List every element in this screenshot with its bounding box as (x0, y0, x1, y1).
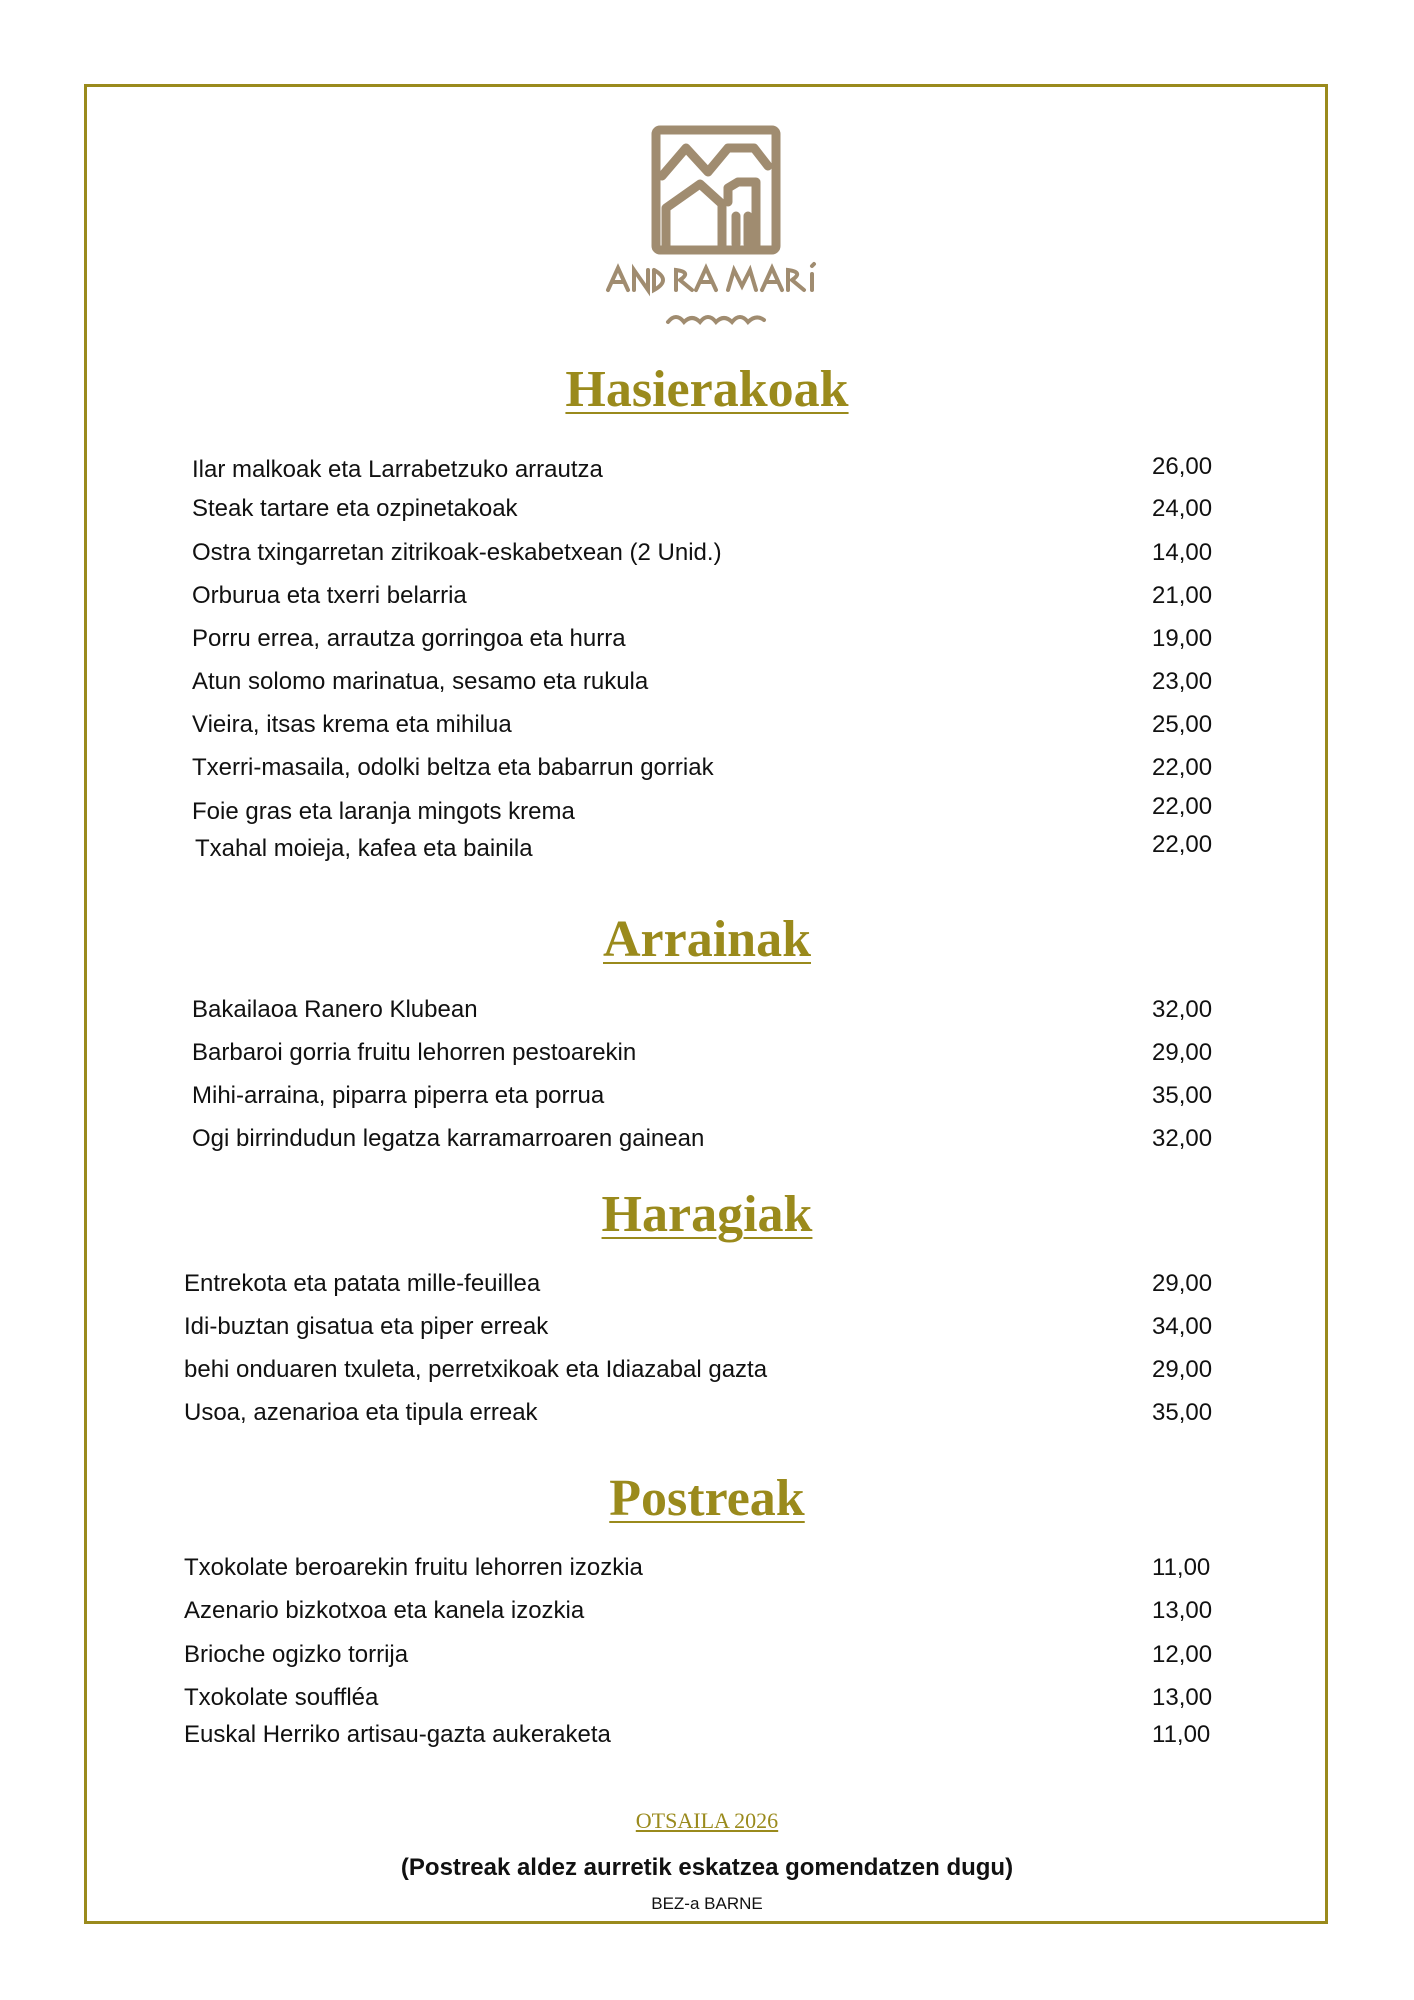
vat-included-note: BEZ-a BARNE (651, 1894, 763, 1913)
menu-item-price: 12,00 (1152, 1641, 1213, 1668)
menu-item-name: Ogi birrindudun legatza karramarroaren gainean (192, 1125, 705, 1152)
menu-item-name: Euskal Herriko artisau-gazta aukeraketa (184, 1721, 611, 1748)
dessert-order-note: (Postreak aldez aurretik eskatzea gomendatzen dugu) (400, 1854, 1014, 1881)
menu-item-price: 26,00 (1152, 453, 1213, 480)
menu-item-price: 23,00 (1152, 668, 1213, 695)
menu-item-name: Mihi-arraina, piparra piperra eta porrua (192, 1082, 605, 1109)
menu-item-name: Entrekota eta patata mille-feuillea (184, 1270, 541, 1297)
menu-item-name: Azenario bizkotxoa eta kanela izozkia (184, 1597, 585, 1624)
menu-item-price: 32,00 (1152, 996, 1213, 1023)
menu-item-price: 22,00 (1152, 754, 1213, 781)
menu-item-price: 22,00 (1152, 793, 1213, 820)
menu-item-price: 11,00 (1152, 1554, 1211, 1581)
menu-item-price: 29,00 (1152, 1356, 1213, 1383)
menu-item-price: 35,00 (1152, 1082, 1213, 1109)
menu-item-price: 35,00 (1152, 1399, 1213, 1426)
menu-item-price: 13,00 (1152, 1684, 1213, 1711)
menu-item-price: 22,00 (1152, 831, 1213, 858)
section-title-postreak: Postreak (609, 1470, 805, 1527)
menu-item-price: 29,00 (1152, 1039, 1213, 1066)
section-title-hasierakoak: Hasierakoak (565, 361, 849, 418)
menu-item-name: Txahal moieja, kafea eta bainila (195, 835, 533, 862)
menu-item-name: Usoa, azenarioa eta tipula erreak (184, 1399, 538, 1426)
menu-item-price: 11,00 (1152, 1721, 1211, 1748)
menu-item-price: 19,00 (1152, 625, 1213, 652)
menu-item-price: 14,00 (1152, 539, 1213, 566)
menu-item-name: Bakailaoa Ranero Klubean (192, 996, 478, 1023)
menu-item-price: 13,00 (1152, 1597, 1213, 1624)
menu-item-price: 21,00 (1152, 582, 1213, 609)
menu-item-name: behi onduaren txuleta, perretxikoak eta Idiazabal gazta (184, 1356, 768, 1383)
section-title-arrainak: Arrainak (603, 911, 811, 968)
menu-item-name: Orburua eta txerri belarria (192, 582, 467, 609)
menu-item-name: Ilar malkoak eta Larrabetzuko arrautza (192, 456, 603, 483)
menu-item-price: 32,00 (1152, 1125, 1213, 1152)
menu-item-name: Vieira, itsas krema eta mihilua (192, 711, 512, 738)
menu-item-name: Brioche ogizko torrija (184, 1641, 409, 1668)
menu-date: OTSAILA 2026 (635, 1808, 779, 1833)
menu-item-name: Ostra txingarretan zitrikoak-eskabetxean (2 Unid.) (192, 539, 722, 566)
menu-item-name: Atun solomo marinatua, sesamo eta rukula (192, 668, 649, 695)
menu-item-price: 29,00 (1152, 1270, 1213, 1297)
menu-item-price: 34,00 (1152, 1313, 1213, 1340)
menu-item-name: Idi-buztan gisatua eta piper erreak (184, 1313, 549, 1340)
menu-item-price: 24,00 (1152, 495, 1213, 522)
menu-item-name: Txerri-masaila, odolki beltza eta babarrun gorriak (192, 754, 714, 781)
menu-item-name: Txokolate souffléa (184, 1684, 379, 1711)
menu-item-price: 25,00 (1152, 711, 1213, 738)
section-title-haragiak: Haragiak (601, 1186, 813, 1243)
menu-item-name: Barbaroi gorria fruitu lehorren pestoarekin (192, 1039, 637, 1066)
menu-item-name: Foie gras eta laranja mingots krema (192, 798, 575, 825)
menu-item-name: Steak tartare eta ozpinetakoak (192, 495, 518, 522)
menu-item-name: Porru errea, arrautza gorringoa eta hurra (192, 625, 626, 652)
menu-item-name: Txokolate beroarekin fruitu lehorren izozkia (184, 1554, 643, 1581)
andra-mari-house-logo-icon (596, 118, 836, 338)
